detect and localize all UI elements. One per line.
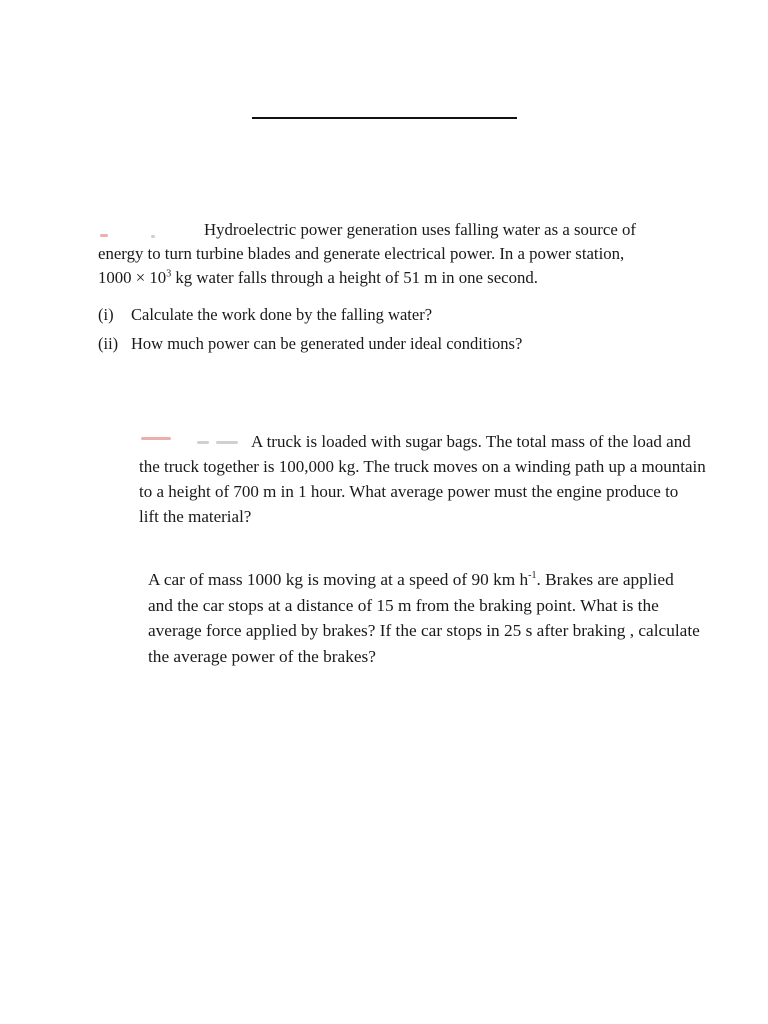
question-text-line: and the car stops at a distance of 15 m from the braking point. What is the <box>148 595 659 615</box>
question-text-line: the average power of the brakes? <box>148 646 376 666</box>
question-car-brakes <box>148 567 700 669</box>
question-text-line: average force applied by brakes? If the car stops in 25 s after braking , calculate <box>148 621 700 640</box>
question-text-line: lift the material? <box>139 507 252 526</box>
question-truck <box>139 429 706 529</box>
question-text-line: energy to turn turbine blades and generate electrical power. In a power station, <box>98 244 625 263</box>
question-hydroelectric <box>98 218 636 358</box>
header-rule <box>252 117 517 119</box>
question-text-line: the truck together is 100,000 kg. The truck moves on a winding path up a mountain <box>139 457 706 476</box>
subquestion-number: (i) <box>98 305 114 324</box>
question-text-line: $1000 \times 10^3$ kg water falls through a height of 51 m in one second. <box>98 268 538 287</box>
subquestion-item <box>98 300 636 329</box>
question-text-line: to a height of 700 m in 1 hour. What average power must the engine produce to <box>139 482 679 501</box>
subquestion-text: How much power can be generated under ideal conditions? <box>131 334 523 353</box>
subquestion-list <box>98 300 636 358</box>
subquestion-text: Calculate the work done by the falling water? <box>131 305 433 324</box>
question-text-line: Hydroelectric power generation uses falling water as a source of <box>204 220 636 239</box>
question-text-line: A car of mass 1000 kg is moving at a speed of 90 km $h^{-1}$. Brakes are applied <box>148 570 674 589</box>
subquestion-item <box>98 329 636 358</box>
subquestion-number: (ii) <box>98 334 119 353</box>
question-text-line: A truck is loaded with sugar bags. The total mass of the load and <box>251 432 691 451</box>
